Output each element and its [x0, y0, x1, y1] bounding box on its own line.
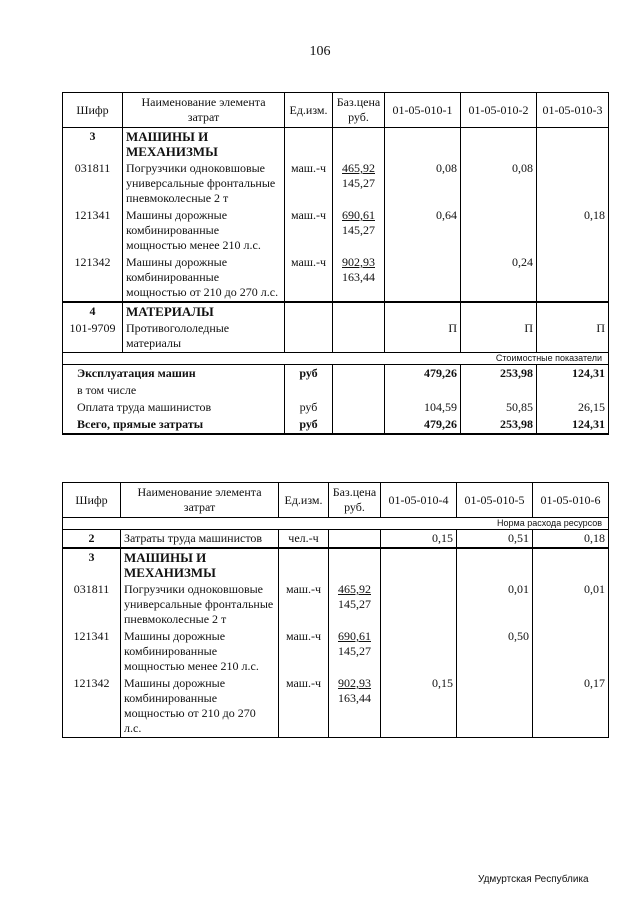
resource-name: Погрузчики одноковшовые универсальные фронтальные пневмоколесные 2 т: [121, 581, 279, 628]
value-col1: 0,15: [381, 530, 457, 549]
header-code: Шифр: [63, 93, 123, 128]
summary-label: в том числе: [63, 382, 285, 399]
cost-caption-row: [63, 353, 609, 365]
value-col2: 0,51: [457, 530, 533, 549]
header-base-price: Баз.цена руб.: [329, 483, 381, 518]
summary-col1: 104,59: [385, 399, 461, 416]
resource-code: 101-9709: [63, 320, 123, 353]
value-col3: П: [537, 320, 609, 353]
section-number: 2: [63, 530, 121, 549]
value-col2: 0,24: [461, 254, 537, 302]
cost-caption: Стоимостные показатели: [63, 353, 609, 365]
page-number: 106: [309, 44, 331, 59]
summary-col3: [537, 382, 609, 399]
resource-unit: маш.-ч: [285, 207, 333, 254]
summary-col3: 124,31: [537, 416, 609, 434]
header-col2: 01-05-010-2: [461, 93, 537, 128]
value-col3: 0,18: [533, 530, 609, 549]
header-col1: 01-05-010-4: [381, 483, 457, 518]
section-row: [63, 302, 609, 320]
summary-col1: [385, 382, 461, 399]
section-row: [63, 548, 609, 581]
section-number: 3: [63, 548, 121, 581]
resource-code: 031811: [63, 160, 123, 207]
summary-col2: 50,85: [461, 399, 537, 416]
summary-unit: руб: [285, 399, 333, 416]
section-number: 4: [63, 302, 123, 320]
summary-col3: 124,31: [537, 365, 609, 383]
table-row: [63, 628, 609, 675]
resource-unit: маш.-ч: [279, 628, 329, 675]
summary-label: Оплата труда машинистов: [63, 399, 285, 416]
value-col1: [381, 581, 457, 628]
summary-col2: 253,98: [461, 416, 537, 434]
table-row: [63, 320, 609, 353]
value-col1: 0,15: [381, 675, 457, 738]
base-price: 465,92 145,27: [329, 581, 381, 628]
resource-name: Затраты труда машинистов: [121, 530, 279, 549]
header-col2: 01-05-010-5: [457, 483, 533, 518]
resource-code: 121342: [63, 254, 123, 302]
table-row: [63, 207, 609, 254]
table-row: [63, 160, 609, 207]
summary-unit: руб: [285, 365, 333, 383]
resource-unit: маш.-ч: [279, 581, 329, 628]
resource-unit: маш.-ч: [285, 254, 333, 302]
resource-code: 121342: [63, 675, 121, 738]
value-col1: 0,64: [385, 207, 461, 254]
summary-label: Всего, прямые затраты: [63, 416, 285, 434]
table-header: [63, 93, 609, 128]
resource-unit: чел.-ч: [279, 530, 329, 549]
table-row: [63, 581, 609, 628]
value-col3: 0,17: [533, 675, 609, 738]
header-name: Наименование элемента затрат: [123, 93, 285, 128]
summary-unit: руб: [285, 416, 333, 434]
summary-row: [63, 382, 609, 399]
summary-col2: [461, 382, 537, 399]
resource-name: Машины дорожные комбинированные мощностью менее 210 л.с.: [121, 628, 279, 675]
value-col1: [381, 628, 457, 675]
summary-label: Эксплуатация машин: [63, 365, 285, 383]
norm-caption-row: [63, 518, 609, 530]
base-price: 902,93 163,44: [329, 675, 381, 738]
table-header: [63, 483, 609, 518]
summary-row: [63, 399, 609, 416]
value-col3: [537, 160, 609, 207]
summary-row: [63, 365, 609, 383]
value-col2: П: [461, 320, 537, 353]
base-price: 690,61 145,27: [333, 207, 385, 254]
resource-code: 121341: [63, 207, 123, 254]
header-code: Шифр: [63, 483, 121, 518]
base-price: 465,92 145,27: [333, 160, 385, 207]
table-row: [63, 675, 609, 738]
summary-col1: 479,26: [385, 416, 461, 434]
resource-name: Машины дорожные комбинированные мощностью от 210 до 270 л.с.: [123, 254, 285, 302]
resource-code: 121341: [63, 628, 121, 675]
header-unit: Ед.изм.: [279, 483, 329, 518]
value-col3: [537, 254, 609, 302]
header-unit: Ед.изм.: [285, 93, 333, 128]
section-title: МАШИНЫ И МЕХАНИЗМЫ: [121, 548, 279, 581]
base-price: 902,93 163,44: [333, 254, 385, 302]
header-col3: 01-05-010-3: [537, 93, 609, 128]
summary-unit: [285, 382, 333, 399]
value-col1: 0,08: [385, 160, 461, 207]
summary-col2: 253,98: [461, 365, 537, 383]
section-number: 3: [63, 128, 123, 161]
resource-table-2: [62, 482, 609, 738]
resource-table-1: [62, 92, 609, 435]
resource-name: Погрузчики одноковшовые универсальные фронтальные пневмоколесные 2 т: [123, 160, 285, 207]
value-col2: [461, 207, 537, 254]
value-col3: [533, 628, 609, 675]
value-col1: П: [385, 320, 461, 353]
value-col3: 0,18: [537, 207, 609, 254]
base-price: 690,61 145,27: [329, 628, 381, 675]
header-col3: 01-05-010-6: [533, 483, 609, 518]
value-col2: 0,50: [457, 628, 533, 675]
labor-row: [63, 530, 609, 549]
resource-name: Машины дорожные комбинированные мощностью от 210 до 270 л.с.: [121, 675, 279, 738]
header-col1: 01-05-010-1: [385, 93, 461, 128]
resource-name: Машины дорожные комбинированные мощностью менее 210 л.с.: [123, 207, 285, 254]
value-col1: [385, 254, 461, 302]
section-title: МАШИНЫ И МЕХАНИЗМЫ: [123, 128, 285, 161]
value-col2: [457, 675, 533, 738]
table-row: [63, 254, 609, 302]
norm-caption: Норма расхода ресурсов: [63, 518, 609, 530]
summary-col1: 479,26: [385, 365, 461, 383]
resource-name: Противогололедные материалы: [123, 320, 285, 353]
resource-unit: маш.-ч: [279, 675, 329, 738]
resource-code: 031811: [63, 581, 121, 628]
summary-col3: 26,15: [537, 399, 609, 416]
value-col2: 0,08: [461, 160, 537, 207]
resource-unit: маш.-ч: [285, 160, 333, 207]
header-base-price: Баз.цена руб.: [333, 93, 385, 128]
value-col3: 0,01: [533, 581, 609, 628]
section-row: [63, 128, 609, 161]
value-col2: 0,01: [457, 581, 533, 628]
header-name: Наименование элемента затрат: [121, 483, 279, 518]
footer-region: Удмуртская Республика: [478, 874, 589, 885]
section-title: МАТЕРИАЛЫ: [123, 302, 285, 320]
summary-row: [63, 416, 609, 434]
